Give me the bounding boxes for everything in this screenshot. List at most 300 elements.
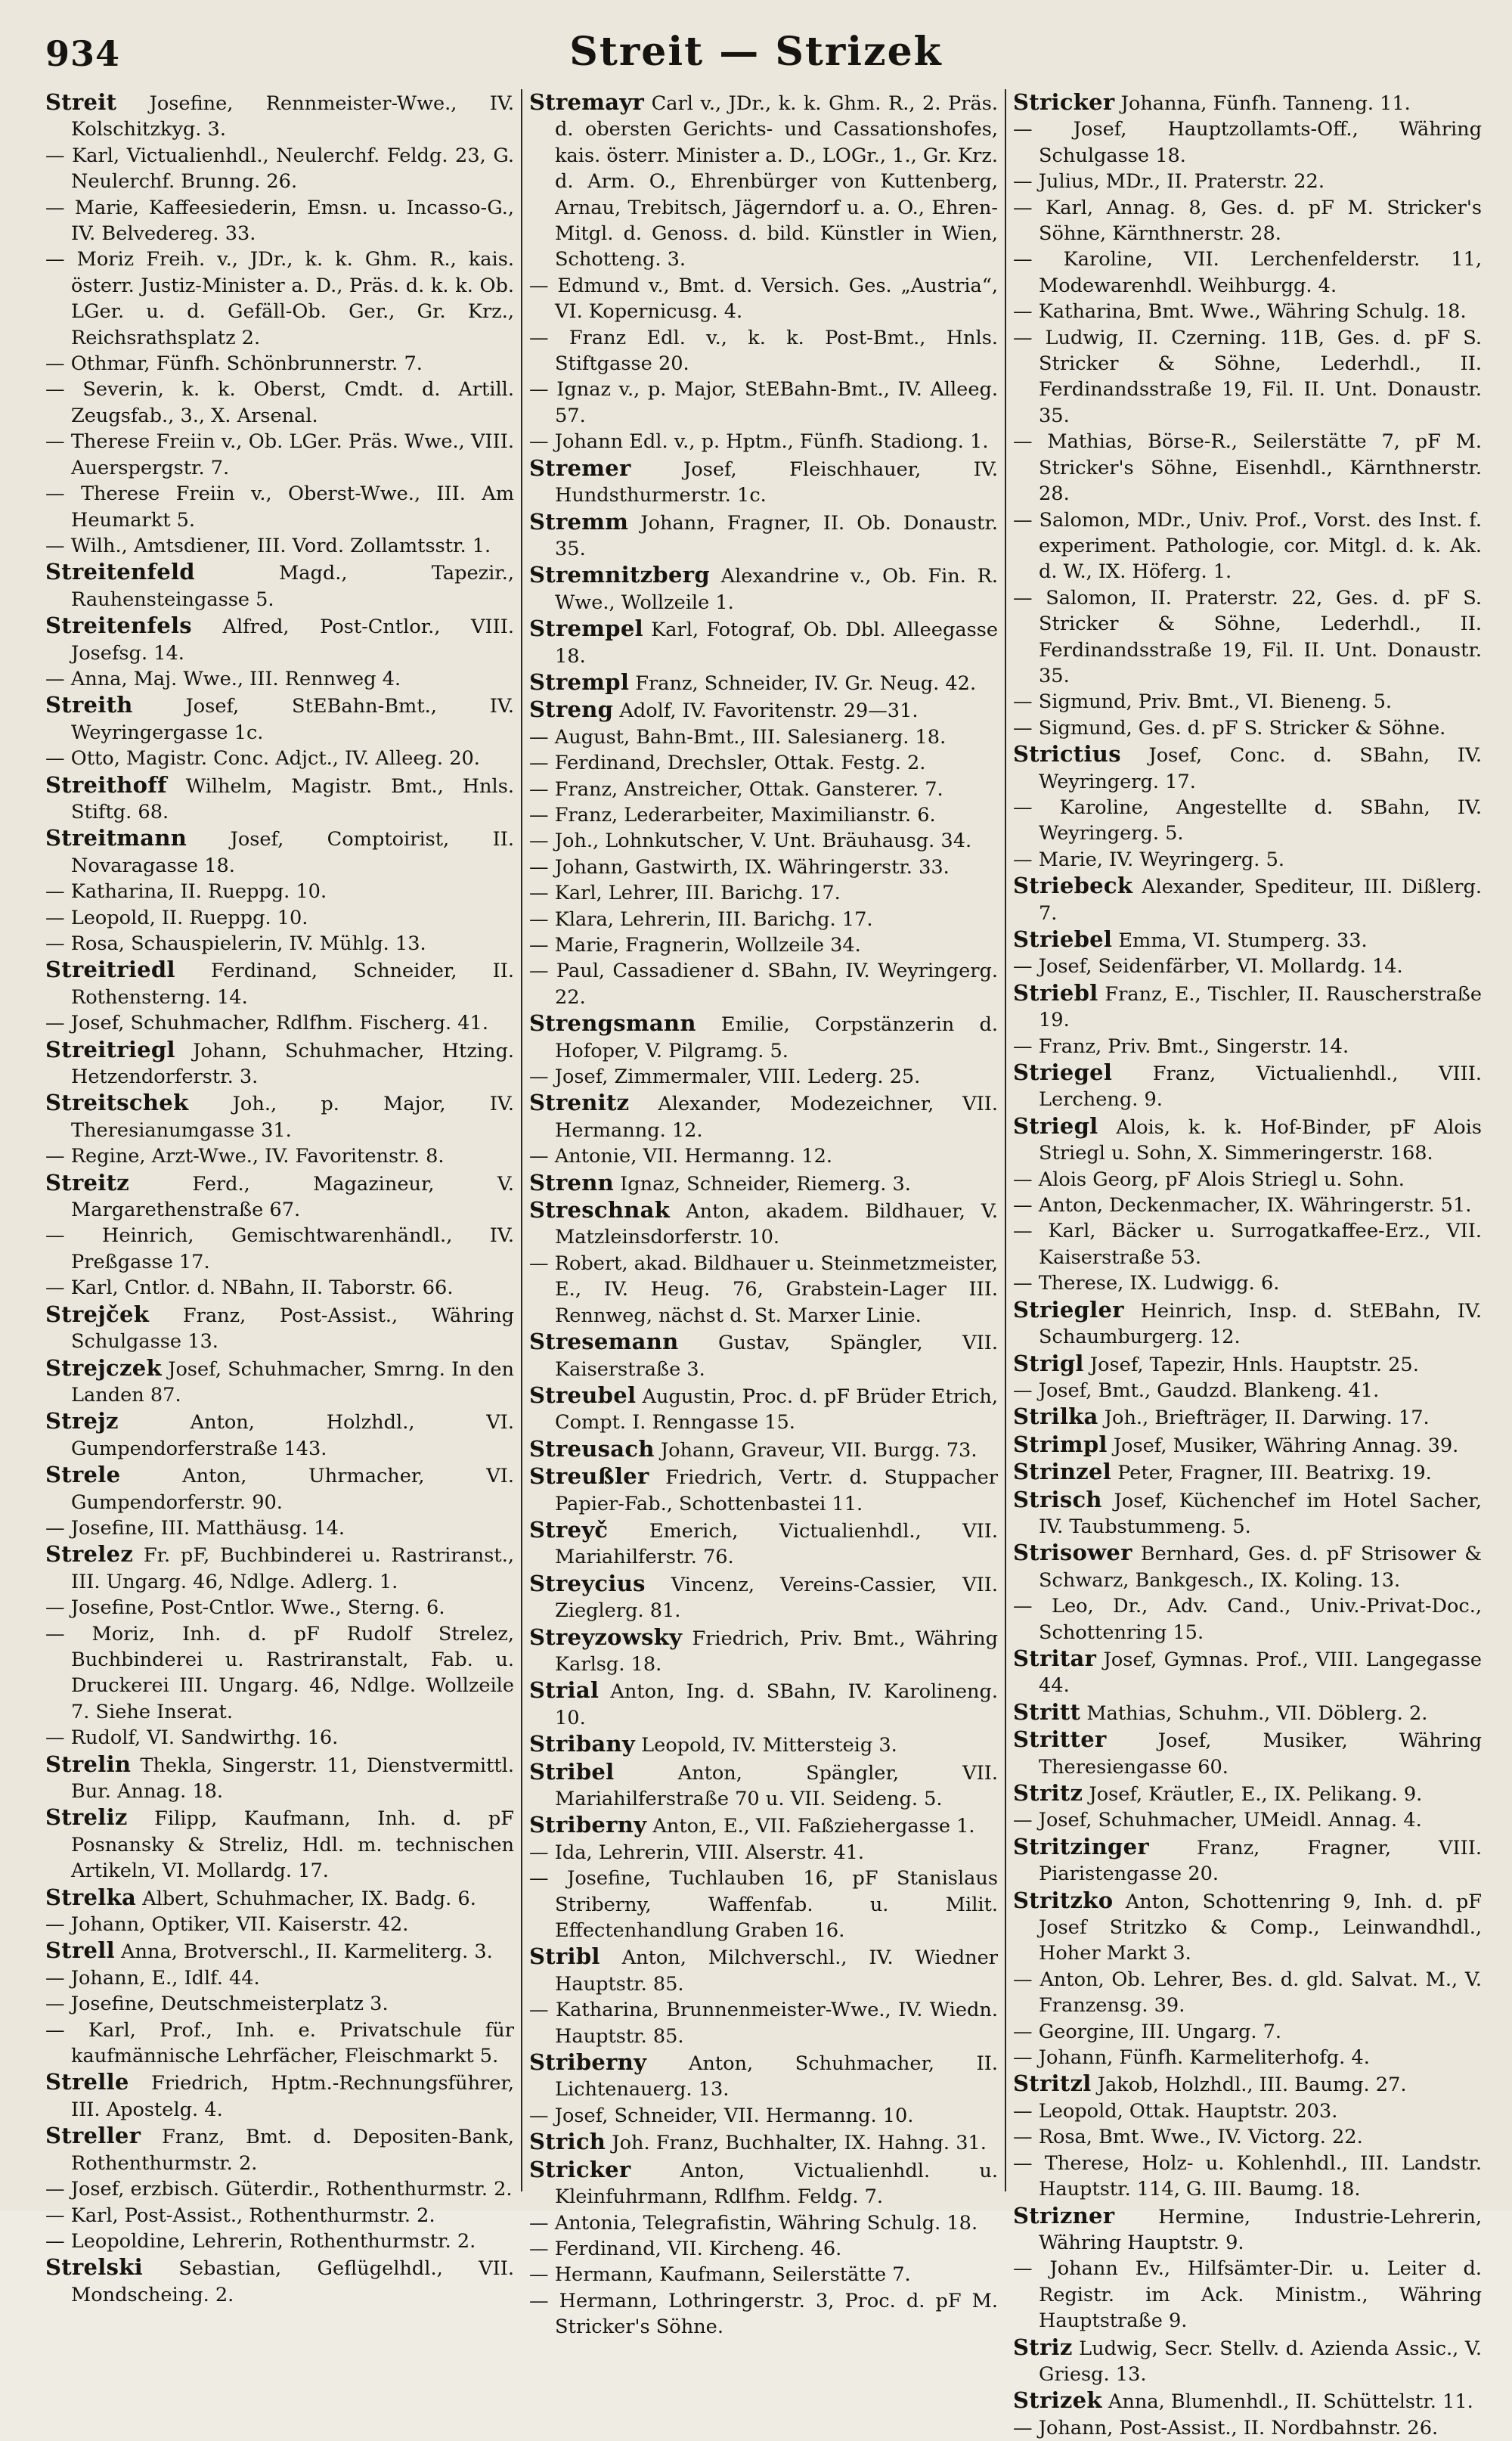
directory-entry	[45, 2254, 514, 2308]
entry-surname: Strilka	[1013, 1403, 1098, 1430]
entry-text: Magd., Tapezir., Rauhensteingasse 5.	[71, 562, 514, 611]
directory-entry	[45, 481, 514, 533]
directory-entry	[529, 1997, 998, 2049]
directory-entry	[45, 2018, 514, 2070]
entry-text: Adolf, IV. Favoritenstr. 29—31.	[613, 699, 919, 723]
directory-entry	[45, 1965, 514, 1991]
entry-text: — Otto, Magistr. Conc. Adjct., IV. Alleeg. 20.	[45, 747, 480, 771]
directory-entry	[1013, 1887, 1482, 1967]
entry-surname: Streller	[45, 2123, 141, 2149]
entry-text: — Leopoldine, Lehrerin, Rothenthurmstr. 2.	[45, 2229, 476, 2253]
directory-entry	[45, 1037, 514, 1090]
directory-entry	[45, 2176, 514, 2202]
entry-surname: Strizek	[1013, 2387, 1102, 2414]
column-rule	[1005, 89, 1006, 2191]
directory-entry	[1013, 2415, 1482, 2441]
entry-text: Johann, Schuhmacher, Htzing. Hetzendorferstr. 3.	[71, 1039, 514, 1089]
entry-surname: Strejz	[45, 1408, 119, 1435]
entry-text: Filipp, Kaufmann, Inh. d. pF Posnansky & Streliz, Hdl. m. technischen Artikeln, VI. Mollardg. 17.	[71, 1807, 514, 1883]
entry-surname: Streitschek	[45, 1090, 189, 1116]
entry-text: — Therese Freiin v., Ob. LGer. Präs. Wwe., VIII. Auerspergstr. 7.	[45, 430, 514, 479]
entry-text: — Anna, Maj. Wwe., III. Rennweg 4.	[45, 667, 401, 690]
entry-text: Anton, Schuhmacher, II. Lichtenauerg. 13.	[555, 2052, 998, 2101]
entry-surname: Streußler	[529, 1463, 649, 1490]
directory-entry	[529, 1463, 998, 1517]
entry-text: — Karl, Lehrer, III. Barichg. 17.	[529, 882, 841, 905]
directory-entry	[529, 1866, 998, 1943]
entry-text: — Karoline, Angestellte d. SBahn, IV. Weyringerg. 5.	[1013, 796, 1482, 845]
directory-entry	[1013, 2203, 1482, 2256]
entry-surname: Strictius	[1013, 741, 1121, 768]
directory-entry	[45, 1408, 514, 1462]
entry-text: Anna, Blumenhdl., II. Schüttelstr. 11.	[1101, 2390, 1473, 2414]
directory-entry	[529, 696, 998, 724]
entry-text: — Marie, Fragnerin, Wollzeile 34.	[529, 934, 861, 957]
entry-surname: Streitmann	[45, 825, 187, 851]
entry-surname: Strelin	[45, 1751, 132, 1777]
entry-text: Anna, Brotverschl., II. Karmeliterg. 3.	[114, 1940, 493, 1964]
entry-surname: Strempel	[529, 616, 643, 642]
directory-entry	[45, 195, 514, 247]
entry-text: Franz, Schneider, IV. Gr. Neug. 42.	[629, 672, 977, 695]
directory-entry	[529, 2049, 998, 2103]
directory-entry	[45, 89, 514, 143]
entry-text: — Ignaz v., p. Major, StEBahn-Bmt., IV. Alleeg. 57.	[529, 378, 998, 427]
entry-surname: Strelski	[45, 2254, 143, 2281]
entry-text: — Franz, Lederarbeiter, Maximilianstr. 6.	[529, 803, 936, 827]
entry-text: Karl, Fotograf, Ob. Dbl. Alleegasse 18.	[555, 619, 998, 668]
entry-text: Fr. pF, Buchbinderei u. Rastriranst., III. Ungarg. 46, Ndlge. Adlerg. 1.	[71, 1544, 514, 1593]
entry-text: Thekla, Singerstr. 11, Dienstvermittl. Bur. Annag. 18.	[71, 1754, 514, 1803]
directory-entry	[45, 1515, 514, 1541]
entry-text: Hermine, Industrie-Lehrerin, Währing Hauptstr. 9.	[1039, 2205, 1482, 2254]
entry-surname: Strisower	[1013, 1540, 1132, 1566]
entry-text: — Robert, akad. Bildhauer u. Steinmetzmeister, E., IV. Heug. 76, Grabstein-Lager III. Rennweg, nächst d. St. Marxer Linie.	[529, 1252, 999, 1327]
directory-entry	[529, 616, 998, 669]
directory-entry	[529, 2262, 998, 2287]
entry-surname: Streith	[45, 692, 133, 718]
entry-surname: Striebeck	[1013, 873, 1133, 899]
directory-entry	[45, 1991, 514, 2017]
entry-text: — Klara, Lehrerin, III. Barichg. 17.	[529, 907, 873, 931]
directory-entry	[529, 669, 998, 696]
column-rule	[521, 89, 522, 2191]
entry-text: Josef, Fleischhauer, IV. Hundsthurmerstr. 1c.	[555, 457, 998, 507]
entry-text: Franz, Fragner, VIII. Piaristengasse 20.	[1039, 1836, 1482, 1886]
directory-entry	[529, 1677, 998, 1731]
entry-surname: Stritar	[1013, 1645, 1097, 1671]
column-1	[45, 89, 514, 2306]
entry-text: — Josefine, Post-Cntlor. Wwe., Sterng. 6.	[45, 1596, 445, 1620]
directory-entry	[1013, 2098, 1482, 2124]
entry-text: — Salomon, MDr., Univ. Prof., Vorst. des Inst. f. experiment. Pathologie, cor. Mitgl. d. k. Ak. d. W., IX. Höferg. 1.	[1013, 508, 1482, 584]
entry-text: Alexandrine v., Ob. Fin. R. Wwe., Wollzeile 1.	[555, 565, 998, 614]
directory-entry	[529, 1812, 998, 1839]
entry-surname: Streyzowsky	[529, 1624, 683, 1650]
directory-entry	[45, 2203, 514, 2229]
entry-surname: Streng	[529, 696, 614, 723]
directory-entry	[1013, 2334, 1482, 2388]
entry-text: Sebastian, Geflügelhdl., VII. Mondscheing. 2.	[71, 2257, 514, 2306]
directory-entry	[45, 247, 514, 351]
entry-surname: Stritt	[1013, 1698, 1081, 1725]
page-header	[45, 29, 1467, 82]
entry-surname: Streitriegl	[45, 1036, 175, 1062]
directory-entry	[45, 613, 514, 666]
directory-entry	[45, 377, 514, 429]
entry-text: — Katharina, Bmt. Wwe., Währing Schulg. 18.	[1013, 300, 1467, 324]
entry-surname: Striebel	[1013, 926, 1113, 952]
entry-text: — Katharina, II. Rueppg. 10.	[45, 880, 327, 904]
entry-text: — Julius, MDr., II. Praterstr. 22.	[1013, 170, 1325, 194]
directory-entry	[529, 1143, 998, 1169]
directory-entry	[1013, 325, 1482, 430]
directory-entry	[1013, 169, 1482, 194]
entry-text: Franz, Victualienhdl., VIII. Lercheng. 9.	[1039, 1062, 1482, 1112]
entry-surname: Streusach	[529, 1435, 655, 1462]
entry-text: — Franz Edl. v., k. k. Post-Bmt., Hnls. Stiftgasse 20.	[529, 326, 998, 376]
directory-entry	[45, 1937, 514, 1965]
directory-entry	[1013, 1645, 1482, 1699]
directory-entry	[529, 509, 998, 563]
directory-entry	[45, 931, 514, 957]
column-3	[1013, 89, 1482, 2439]
directory-entry	[529, 1624, 998, 1678]
directory-entry	[529, 2129, 998, 2156]
directory-entry	[529, 907, 998, 932]
entry-text: Anton, Ing. d. SBahn, IV. Karolineng. 10.	[555, 1680, 998, 1729]
directory-entry	[1013, 1780, 1482, 1807]
entry-surname: Streyč	[529, 1516, 609, 1543]
directory-entry	[1013, 847, 1482, 873]
entry-text: — Katharina, Brunnenmeister-Wwe., IV. Wiedn. Hauptstr. 85.	[529, 1999, 998, 2048]
entry-text: Franz, Post-Assist., Währing Schulgasse 13.	[71, 1304, 514, 1354]
directory-entry	[45, 1912, 514, 1937]
entry-text: — Franz, Priv. Bmt., Singerstr. 14.	[1013, 1034, 1349, 1058]
entry-text: Josef, Schuhmacher, Smrng. In den Landen 87.	[71, 1357, 514, 1407]
entry-surname: Strial	[529, 1677, 600, 1704]
entry-text: — Josefine, Deutschmeisterplatz 3.	[45, 1993, 389, 2016]
entry-text: Friedrich, Priv. Bmt., Währing Karlsg. 18.	[555, 1627, 998, 1676]
entry-text: — Rudolf, VI. Sandwirthg. 16.	[45, 1726, 339, 1750]
entry-text: — Marie, Kaffeesiederin, Emsn. u. Incasso-G., IV. Belvedereg. 33.	[45, 196, 514, 246]
entry-text: — Josef, Hauptzollamts-Off., Währing Schulgasse 18.	[1013, 118, 1482, 167]
entry-text: Josef, Kräutler, E., IX. Pelikang. 9.	[1083, 1783, 1423, 1806]
entry-text: Alexander, Spediteur, III. Dißlerg. 7.	[1039, 876, 1482, 925]
directory-entry	[529, 1197, 998, 1251]
entry-text: Friedrich, Hptm.-Rechnungsführer, III. Apostelg. 4.	[71, 2072, 514, 2121]
directory-entry	[529, 429, 998, 454]
directory-entry	[529, 777, 998, 802]
entry-text: — Joh., Lohnkutscher, V. Unt. Bräuhausg. 34.	[529, 830, 972, 853]
directory-entry	[45, 1462, 514, 1515]
entry-surname: Streitenfeld	[45, 559, 195, 585]
entry-text: — Marie, IV. Weyringerg. 5.	[1013, 848, 1284, 871]
entry-text: — Leopold, II. Rueppg. 10.	[45, 906, 308, 929]
directory-entry	[1013, 2387, 1482, 2415]
entry-surname: Stresemann	[529, 1329, 679, 1355]
directory-entry	[529, 562, 998, 616]
entry-surname: Stritzl	[1013, 2070, 1092, 2097]
directory-entry	[45, 1143, 514, 1169]
entry-text: — Karl, Post-Assist., Rothenthurmstr. 2.	[45, 2204, 435, 2227]
entry-surname: Stribany	[529, 1731, 636, 1757]
entry-text: — Josefine, III. Matthäusg. 14.	[45, 1516, 345, 1540]
directory-entry	[1013, 926, 1482, 954]
directory-entry	[45, 1355, 514, 1409]
entry-text: — Johann, E., Idlf. 44.	[45, 1966, 260, 1990]
entry-text: Josef, Tapezir, Hnls. Hauptstr. 25.	[1083, 1353, 1419, 1376]
directory-entry	[529, 1064, 998, 1090]
entry-text: — Johann, Optiker, VII. Kaiserstr. 42.	[45, 1913, 409, 1937]
directory-entry	[45, 559, 514, 613]
entry-text: Anton, Milchverschl., IV. Wiedner Hauptstr. 85.	[555, 1946, 998, 1996]
entry-text: — Moriz, Inh. d. pF Rudolf Strelez, Buchbinderei u. Rastriranstalt, Fab. u. Druckerei III. Ungarg. 46, Ndlge. Wollzeile 7. Siehe Inserat.	[45, 1622, 514, 1723]
entry-text: Joh., Briefträger, II. Darwing. 17.	[1098, 1407, 1430, 1430]
entry-text: Josef, Musiker, Währing Theresiengasse 60.	[1039, 1729, 1482, 1779]
directory-entry	[45, 1541, 514, 1595]
directory-entry	[45, 1090, 514, 1143]
directory-entry	[529, 325, 998, 377]
directory-entry	[45, 1275, 514, 1301]
directory-entry	[45, 2229, 514, 2254]
entry-text: — Georgine, III. Ungarg. 7.	[1013, 2020, 1282, 2043]
entry-surname: Streit	[45, 89, 117, 115]
entry-surname: Streitenfels	[45, 613, 192, 639]
directory-entry	[529, 958, 998, 1010]
entry-surname: Strele	[45, 1462, 121, 1488]
entry-surname: Streliz	[45, 1804, 128, 1831]
entry-text: Anton, E., VII. Faßziehergasse 1.	[646, 1815, 975, 1838]
entry-text: Ignaz, Schneider, Riemerg. 3.	[614, 1172, 911, 1196]
entry-text: — Josef, Bmt., Gaudzd. Blankeng. 41.	[1013, 1379, 1380, 1402]
directory-entry	[529, 1382, 998, 1436]
entry-text: Anton, Spängler, VII. Mariahilferstraße 70 u. VII. Seideng. 5.	[555, 1761, 998, 1810]
entry-text: Franz, Bmt. d. Depositen-Bank, Rothenthurmstr. 2.	[71, 2126, 514, 2175]
entry-surname: Strigl	[1013, 1350, 1084, 1376]
directory-entry	[45, 143, 514, 195]
entry-text: — Alois Georg, pF Alois Striegl u. Sohn.	[1013, 1168, 1405, 1191]
entry-text: Joh., p. Major, IV. Theresianumgasse 31.	[71, 1093, 514, 1142]
directory-entry	[45, 772, 514, 826]
directory-entry	[1013, 689, 1482, 715]
entry-text: — Karl, Cntlor. d. NBahn, II. Taborstr. 66.	[45, 1276, 454, 1300]
entry-text: — Johann, Post-Assist., II. Nordbahnstr. 26.	[1013, 2416, 1439, 2439]
directory-entry	[1013, 299, 1482, 324]
entry-text: — Ludwig, II. Czerning. 11B, Ges. d. pF S. Stricker & Söhne, Lederhdl., II. Ferdinandsstraße 19, Fil. II. Unt. Donaustr. 35.	[1013, 326, 1482, 427]
directory-entry	[1013, 1459, 1482, 1486]
entry-text: — Josef, Zimmermaler, VIII. Lederg. 25.	[529, 1065, 921, 1089]
directory-entry	[1013, 116, 1482, 169]
directory-entry	[1013, 2070, 1482, 2098]
entry-text: Josef, Gymnas. Prof., VIII. Langegasse 44.	[1039, 1648, 1482, 1698]
directory-entry	[529, 1251, 998, 1329]
entry-text: — Therese Freiin v., Oberst-Wwe., III. Am Heumarkt 5.	[45, 482, 514, 532]
directory-entry	[45, 351, 514, 377]
directory-entry	[529, 1731, 998, 1758]
entry-surname: Stremayr	[529, 89, 645, 115]
directory-entry	[45, 1010, 514, 1036]
entry-surname: Strinzel	[1013, 1459, 1112, 1485]
entry-surname: Strenitz	[529, 1090, 630, 1116]
entry-surname: Stritzinger	[1013, 1833, 1149, 1859]
entry-text: Johann, Graveur, VII. Burgg. 73.	[654, 1438, 978, 1462]
entry-surname: Streithoff	[45, 771, 167, 798]
directory-entry	[529, 855, 998, 880]
directory-entry	[45, 1751, 514, 1805]
directory-entry	[1013, 2256, 1482, 2334]
directory-entry	[529, 828, 998, 854]
entry-surname: Stremer	[529, 454, 631, 481]
entry-text: Augustin, Proc. d. pF Brüder Etrich, Compt. I. Renngasse 15.	[555, 1385, 998, 1435]
directory-entry	[1013, 1699, 1482, 1726]
entry-text: Emerich, Victualienhdl., VII. Mariahilferstr. 76.	[555, 1519, 998, 1569]
entry-surname: Striegel	[1013, 1059, 1113, 1086]
directory-entry	[45, 879, 514, 904]
entry-surname: Strelle	[45, 2069, 129, 2095]
entry-text: — Ferdinand, Drechsler, Ottak. Festg. 2.	[529, 752, 926, 775]
entry-text: Anton, Holzhdl., VI. Gumpendorferstraße 143.	[71, 1411, 514, 1460]
entry-text: — Edmund v., Bmt. d. Versich. Ges. „Austria“, VI. Kopernicusg. 4.	[529, 274, 998, 324]
column-2	[529, 89, 999, 2339]
entry-surname: Stricker	[529, 2156, 631, 2182]
entry-text: — Therese, Holz- u. Kohlenhdl., III. Landstr. Hauptstr. 114, G. III. Baumg. 18.	[1013, 2151, 1482, 2201]
entry-surname: Stremnitzberg	[529, 562, 710, 588]
directory-entry	[1013, 715, 1482, 741]
entry-surname: Stribl	[529, 1943, 600, 1970]
directory-entry	[1013, 1403, 1482, 1431]
directory-entry	[1013, 1034, 1482, 1059]
directory-entry	[1013, 1834, 1482, 1887]
directory-entry	[1013, 1193, 1482, 1218]
entry-surname: Stritz	[1013, 1780, 1083, 1806]
directory-entry	[1013, 1059, 1482, 1113]
entry-surname: Streycius	[529, 1570, 646, 1596]
entry-text: — Hermann, Lothringerstr. 3, Proc. d. pF M. Stricker's Söhne.	[529, 2289, 998, 2339]
entry-text: Ferdinand, Schneider, II. Rothensterng. 14.	[71, 960, 514, 1009]
entry-surname: Strelez	[45, 1541, 134, 1568]
entry-text: Heinrich, Insp. d. StEBahn, IV. Schaumburgerg. 12.	[1039, 1299, 1482, 1349]
directory-entry	[529, 1943, 998, 1997]
entry-text: — Therese, IX. Ludwigg. 6.	[1013, 1272, 1280, 1295]
entry-text: Leopold, IV. Mittersteig 3.	[635, 1734, 897, 1757]
entry-surname: Streitz	[45, 1169, 130, 1196]
directory-entry	[1013, 2045, 1482, 2070]
entry-surname: Strelka	[45, 1884, 137, 1910]
directory-entry	[529, 2103, 998, 2129]
entry-text: Carl v., JDr., k. k. Ghm. R., 2. Präs. d. obersten Gerichts- und Cassationshofes, kais. österr. Minister a. D., LOGr., 1., Gr. Krz. d. Arm. O., Ehrenbürger von Kuttenberg, Arnau, Trebitsch, Jägerndorf u. a. O., Ehren-Mitgl. d. Genoss. d. bild. Künstler in Wien, Schotteng. 3.	[555, 92, 998, 271]
entry-text: Ludwig, Secr. Stellv. d. Azienda Assic., V. Griesg. 13.	[1039, 2337, 1482, 2386]
entry-text: — Josef, Schneider, VII. Hermanng. 10.	[529, 2104, 914, 2127]
entry-surname: Streitriedl	[45, 957, 175, 983]
entry-text: — Wilh., Amtsdiener, III. Vord. Zollamtsstr. 1.	[45, 534, 491, 557]
entry-text: Alexander, Modezeichner, VII. Hermanng. 12.	[555, 1093, 998, 1142]
entry-surname: Stritter	[1013, 1726, 1107, 1753]
entry-surname: Strisch	[1013, 1486, 1102, 1512]
entry-surname: Striz	[1013, 2334, 1073, 2360]
entry-text: — Hermann, Kaufmann, Seilerstätte 7.	[529, 2263, 911, 2287]
directory-entry	[529, 2157, 998, 2210]
directory-entry	[1013, 195, 1482, 247]
directory-entry	[529, 273, 998, 325]
directory-entry	[45, 1301, 514, 1355]
directory-entry	[529, 2236, 998, 2262]
directory-entry	[45, 1621, 514, 1726]
entry-text: Ferd., Magazineur, V. Margarethenstraße 67.	[71, 1172, 514, 1222]
entry-surname: Striebl	[1013, 979, 1098, 1006]
entry-text: Wilhelm, Magistr. Bmt., Hnls. Stiftg. 68.	[71, 774, 514, 823]
directory-entry	[1013, 980, 1482, 1034]
directory-entry	[529, 1170, 998, 1197]
entry-text: — Karl, Prof., Inh. e. Privatschule für kaufmännische Lehrfächer, Fleischmarkt 5.	[45, 2018, 514, 2068]
directory-entry	[1013, 873, 1482, 926]
directory-entry	[529, 455, 998, 509]
directory-entry	[1013, 429, 1482, 507]
entry-text: — Josef, Seidenfärber, VI. Mollardg. 14.	[1013, 955, 1403, 979]
entry-text: Josef, Comptoirist, II. Novaragasse 18.	[71, 828, 514, 877]
directory-entry	[1013, 1593, 1482, 1645]
entry-text: Alfred, Post-Cntlor., VIII. Josefsg. 14.	[71, 616, 514, 665]
entry-surname: Striegler	[1013, 1296, 1124, 1323]
directory-entry	[45, 746, 514, 771]
entry-text: — Antonie, VII. Hermanng. 12.	[529, 1145, 833, 1168]
entry-text: — Johann Edl. v., p. Hptm., Fünfh. Stadiong. 1.	[529, 430, 989, 454]
entry-surname: Strich	[529, 2129, 606, 2155]
directory-entry	[529, 89, 998, 273]
directory-entry	[1013, 1807, 1482, 1833]
entry-surname: Stremm	[529, 508, 629, 535]
directory-entry	[1013, 507, 1482, 585]
entry-surname: Strejček	[45, 1301, 150, 1327]
directory-entry	[1013, 954, 1482, 979]
entry-text: Josef, StEBahn-Bmt., IV. Weyringergasse 1c.	[71, 695, 514, 744]
entry-text: — Rosa, Bmt. Wwe., IV. Victorg. 22.	[1013, 2126, 1363, 2149]
entry-surname: Strell	[45, 1937, 115, 1964]
directory-entry	[1013, 89, 1482, 116]
entry-surname: Streschnak	[529, 1197, 671, 1224]
entry-surname: Striberny	[529, 2049, 647, 2076]
entry-text: Johann, Fragner, II. Ob. Donaustr. 35.	[555, 511, 998, 560]
directory-entry	[529, 1010, 998, 1064]
entry-text: Franz, E., Tischler, II. Rauscherstraße 19.	[1039, 982, 1482, 1032]
entry-text: — Rosa, Schauspielerin, IV. Mühlg. 13.	[45, 932, 426, 955]
entry-text: — Josef, Schuhmacher, Rdlfhm. Fischerg. 41.	[45, 1012, 488, 1035]
entry-text: — Mathias, Börse-R., Seilerstätte 7, pF M. Stricker's Söhne, Eisenhdl., Kärnthnerstr. 28.	[1013, 430, 1482, 506]
entry-text: Friedrich, Vertr. d. Stuppacher Papier-Fab., Schottenbastei 11.	[555, 1466, 998, 1515]
directory-entry	[45, 825, 514, 879]
entry-text: Peter, Fragner, III. Beatrixg. 19.	[1111, 1462, 1432, 1485]
directory-entry	[1013, 2151, 1482, 2203]
directory-entry	[1013, 1431, 1482, 1459]
entry-text: — Franz, Anstreicher, Ottak. Gansterer. 7.	[529, 777, 943, 801]
entry-text: — Johann, Fünfh. Karmeliterhofg. 4.	[1013, 2046, 1370, 2070]
entry-text: Anton, Victualienhdl. u. Kleinfuhrmann, Rdlfhm. Feldg. 7.	[555, 2159, 998, 2209]
entry-surname: Stritzko	[1013, 1887, 1114, 1913]
directory-entry	[529, 1759, 998, 1813]
entry-text: — Regine, Arzt-Wwe., IV. Favoritenstr. 8.	[45, 1145, 445, 1168]
entry-text: Jakob, Holzhdl., III. Baumg. 27.	[1091, 2073, 1407, 2097]
entry-text: — Anton, Deckenmacher, IX. Währingerstr. 51.	[1013, 1194, 1472, 1217]
directory-entry	[529, 2288, 998, 2340]
entry-text: Josefine, Rennmeister-Wwe., IV. Kolschitzkyg. 3.	[71, 92, 514, 141]
entry-surname: Strenn	[529, 1169, 615, 1196]
directory-entry	[1013, 795, 1482, 847]
directory-entry	[529, 1329, 998, 1382]
directory-entry	[529, 932, 998, 958]
entry-text: — Heinrich, Gemischtwarenhändl., IV. Preßgasse 17.	[45, 1224, 514, 1273]
directory-entry	[1013, 1378, 1482, 1403]
directory-entry	[45, 957, 514, 1010]
